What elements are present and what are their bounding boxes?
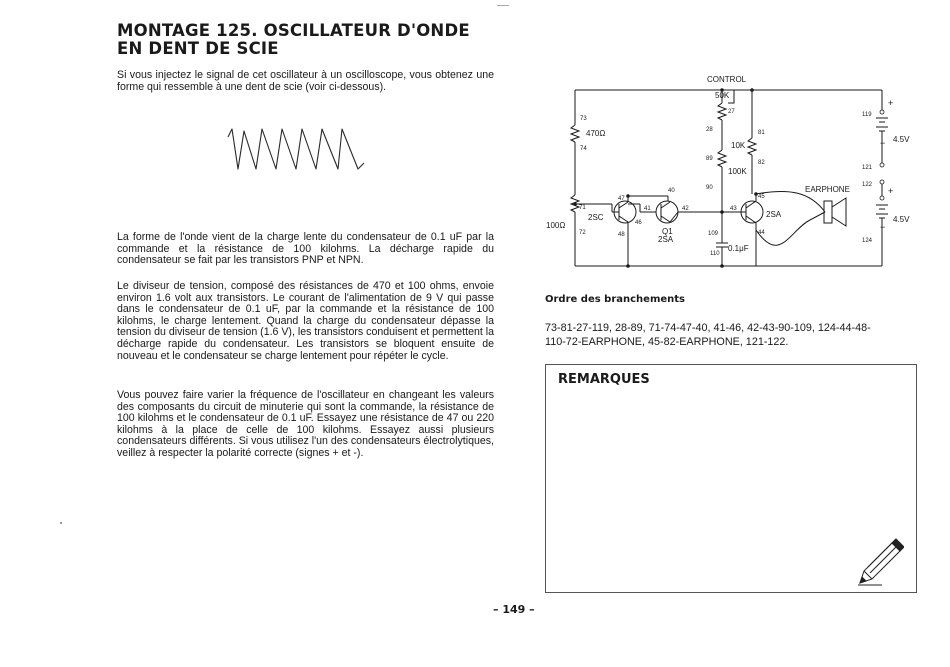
pin-71: 71: [579, 205, 586, 211]
remarks-box: [545, 364, 917, 593]
cap-label: 0.1μF: [728, 244, 749, 253]
pin-73: 73: [580, 116, 587, 122]
battery2-label: 4.5V: [893, 215, 910, 224]
pin-90: 90: [706, 185, 713, 191]
pot-label: 50K: [715, 91, 730, 100]
pin-46: 46: [635, 220, 642, 226]
circuit-schematic: [540, 70, 915, 275]
svg-text:−: −: [880, 138, 886, 148]
pin-74: 74: [580, 146, 587, 152]
scan-mark: [497, 5, 509, 6]
svg-text:+: +: [888, 98, 894, 108]
pin-27: 27: [728, 109, 735, 115]
waveform-paragraph: La forme de l'onde vient de la charge lente du condensateur de 0.1 uF par la commande et la résistance de 100 kilohms. La décharge rapide du condensateur se fait par les transistors PNP et NPN.: [117, 231, 494, 267]
r10k-label: 10K: [731, 141, 746, 150]
pin-42: 42: [682, 206, 689, 212]
pin-41: 41: [644, 206, 651, 212]
intro-paragraph: Si vous injectez le signal de cet oscillateur à un oscilloscope, vous obtenez une forme qui ressemble à une dent de scie (voir ci-dessous).: [117, 69, 494, 93]
page-number: – 149 –: [493, 603, 535, 616]
page-title: MONTAGE 125. OSCILLATEUR D'ONDE EN DENT DE SCIE: [117, 21, 470, 58]
pencil-icon: [852, 535, 904, 587]
scan-speck: [60, 522, 62, 524]
pin-44: 44: [758, 230, 765, 236]
svg-text:+: +: [888, 186, 894, 196]
earphone-label: EARPHONE: [805, 185, 850, 194]
q1-type-label: 2SA: [658, 235, 674, 244]
svg-text:−: −: [880, 222, 886, 232]
t2-label: 2SA: [766, 210, 782, 219]
pin-109: 109: [708, 231, 719, 237]
divider-paragraph: Le diviseur de tension, composé des résistances de 470 et 100 ohms, envoie environ 1.6 volt aux transistors. Le courant de l'alimentation de 9 V qui passe dans le condensateur de 0.1 uF, par la commande et la résistance de 100 kilohms, le charge lentement. Quand la charge du condensateur dépasse la tension du diviseur de tension (1.6 V), les transistors conduisent et permettent la décharge rapide du condensateur. Les transistors se bloquent ensuite de nouveau et le condensateur se charge lentement pour répéter le cycle.: [117, 280, 494, 362]
q1-label: Q1: [662, 227, 673, 236]
frequency-paragraph: Vous pouvez faire varier la fréquence de l'oscillateur en changeant les valeurs des composants du circuit de minuterie qui sont la commande, la résistance de 100 kilohms et le condensateur de 0.1 uF. Essayez une résistance de 47 ou 220 kilohms à la place de celle de 100 kilohms. Essayez aussi plusieurs condensateurs différents. Si vous utilisez l'un des condensateurs électrolytiques, veillez à respecter la polarité correcte (signes + et -).: [117, 389, 494, 459]
pin-89: 89: [706, 156, 713, 162]
pin-110: 110: [710, 251, 720, 257]
pin-28: 28: [706, 127, 713, 133]
r470-label: 470Ω: [586, 129, 606, 138]
pin-124: 124: [862, 238, 873, 244]
pin-47: 47: [618, 196, 625, 202]
pin-43: 43: [730, 206, 737, 212]
pin-45: 45: [758, 194, 765, 200]
sawtooth-waveform: [226, 125, 376, 177]
connections-list: 73-81-27-119, 28-89, 71-74-47-40, 41-46, 42-43-90-109, 124-44-48-110-72-EARPHONE, 45-82-EARPHONE, 121-122.: [545, 322, 871, 348]
control-label: CONTROL: [707, 75, 747, 84]
pin-121: 121: [862, 165, 873, 171]
pin-48: 48: [618, 232, 625, 238]
connections-heading: Ordre des branchements: [545, 294, 685, 305]
remarks-heading: REMARQUES: [558, 372, 650, 387]
pin-82: 82: [758, 160, 765, 166]
battery1-label: 4.5V: [893, 135, 910, 144]
pin-72: 72: [579, 230, 586, 236]
r100-label: 100Ω: [546, 221, 566, 230]
pin-122: 122: [862, 182, 873, 188]
pin-40: 40: [668, 188, 675, 194]
pin-81: 81: [758, 130, 765, 136]
pin-119: 119: [862, 112, 872, 118]
r100k-label: 100K: [728, 167, 747, 176]
t1-label: 2SC: [588, 213, 604, 222]
